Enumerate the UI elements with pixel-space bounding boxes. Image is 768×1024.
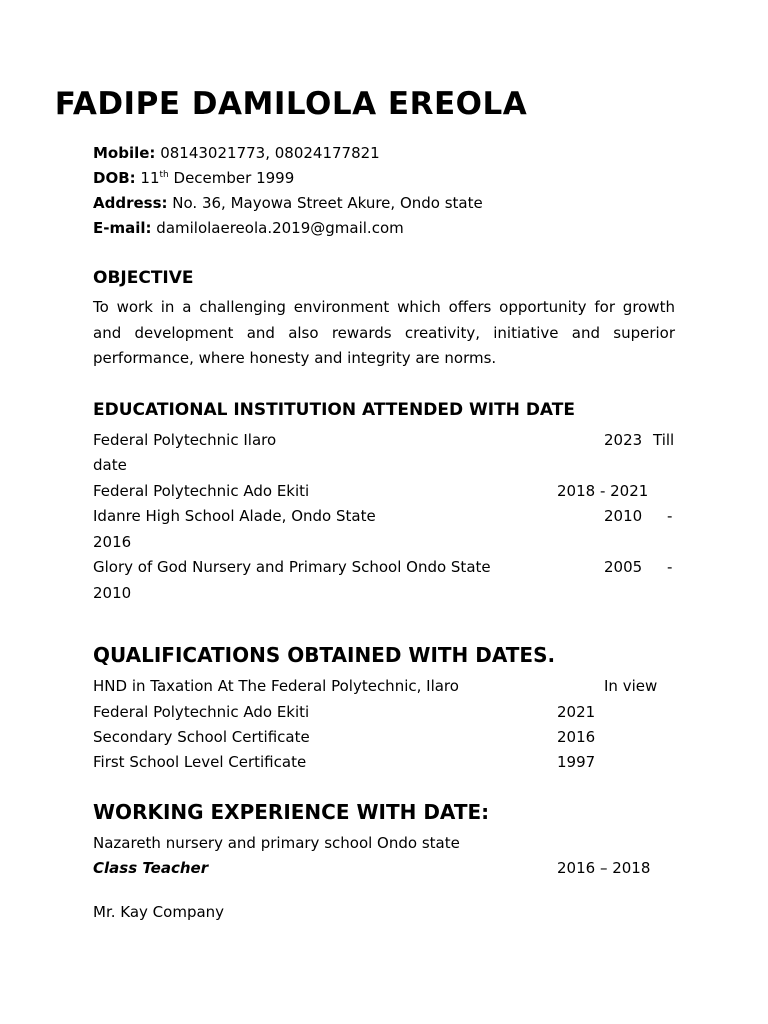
- address-value: No. 36, Mayowa Street Akure, Ondo state: [172, 194, 483, 212]
- education-date-start: 2010: [604, 507, 643, 525]
- education-date: 2018 - 2021: [557, 482, 649, 500]
- qualifications-heading: QUALIFICATIONS OBTAINED WITH DATES.: [93, 643, 556, 667]
- qualification-item: [93, 674, 675, 699]
- education-date-end: 2016: [93, 533, 132, 551]
- education-item-continued: [93, 581, 675, 606]
- dob-day: 11: [140, 169, 160, 187]
- qualification-item: [93, 750, 675, 775]
- objective-text: To work in a challenging environment which offers opportunity for growth and development and also rewards creativity, initiative and superior performance, where honesty and integrity are norms.: [93, 298, 675, 367]
- education-item: [93, 504, 675, 529]
- email-label: E-mail:: [93, 219, 152, 237]
- experience-role: Class Teacher: [93, 859, 209, 877]
- education-date-end: date: [93, 456, 127, 474]
- education-date-mid: -: [667, 558, 673, 576]
- experience-employer: [93, 900, 675, 925]
- qualification-name: Federal Polytechnic Ado Ekiti: [93, 703, 310, 721]
- education-institution: Federal Polytechnic Ilaro: [93, 431, 277, 449]
- qualification-name: HND in Taxation At The Federal Polytechnic, Ilaro: [93, 677, 459, 695]
- address-label: Address:: [93, 194, 168, 212]
- dob-rest: December 1999: [173, 169, 295, 187]
- email-line: [93, 216, 483, 241]
- address-line: [93, 191, 483, 216]
- experience-role-row: [93, 856, 675, 881]
- education-institution: Glory of God Nursery and Primary School Ondo State: [93, 558, 491, 576]
- education-item: [93, 555, 675, 580]
- dob-suffix: th: [159, 170, 169, 180]
- qualification-date: 1997: [557, 753, 596, 771]
- experience-employer-name: Nazareth nursery and primary school Ondo state: [93, 834, 460, 852]
- mobile-label: Mobile:: [93, 144, 156, 162]
- education-heading: EDUCATIONAL INSTITUTION ATTENDED WITH DATE: [93, 400, 575, 420]
- qualification-name: First School Level Certificate: [93, 753, 307, 771]
- mobile-value: 08143021773, 08024177821: [160, 144, 380, 162]
- education-date-end: 2010: [93, 584, 132, 602]
- qualification-item: [93, 725, 675, 750]
- email-value: damilolaereola.2019@gmail.com: [156, 219, 404, 237]
- qualification-date: In view: [604, 677, 658, 695]
- education-date-mid: Till: [653, 431, 675, 449]
- education-item: [93, 479, 675, 504]
- contact-block: [93, 141, 483, 241]
- qualification-name: Secondary School Certificate: [93, 728, 310, 746]
- experience-employer: [93, 831, 675, 856]
- education-item-continued: [93, 530, 675, 555]
- objective-heading: OBJECTIVE: [93, 268, 194, 288]
- education-date-start: 2005: [604, 558, 643, 576]
- education-date-mid: -: [667, 507, 673, 525]
- mobile-line: [93, 141, 483, 166]
- experience-employer-name: Mr. Kay Company: [93, 903, 225, 921]
- resume-name: FADIPE DAMILOLA EREOLA: [54, 86, 528, 122]
- experience-date: 2016 – 2018: [557, 859, 651, 877]
- experience-heading: WORKING EXPERIENCE WITH DATE:: [93, 800, 490, 824]
- education-item: [93, 428, 675, 453]
- qualification-date: 2021: [557, 703, 596, 721]
- qualification-item: [93, 700, 675, 725]
- dob-label: DOB:: [93, 169, 136, 187]
- dob-line: [93, 166, 483, 191]
- education-date-start: 2023: [604, 431, 643, 449]
- qualification-date: 2016: [557, 728, 596, 746]
- education-institution: Federal Polytechnic Ado Ekiti: [93, 482, 310, 500]
- education-item-continued: [93, 453, 675, 478]
- education-institution: Idanre High School Alade, Ondo State: [93, 507, 376, 525]
